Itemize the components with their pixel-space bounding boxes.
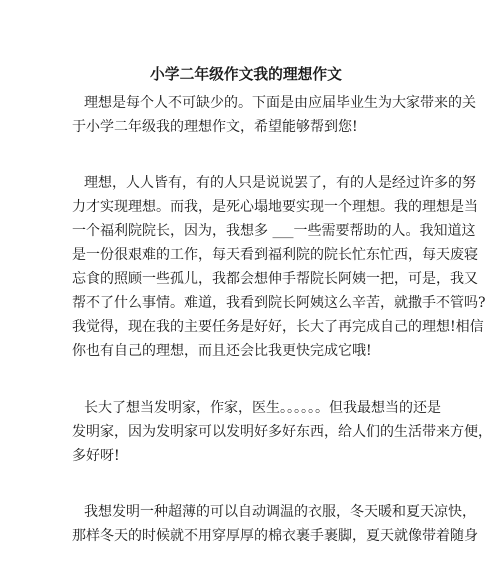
- paragraph-1-line-2: 于小学二年级我的理想作文，希望能够帮到您!: [72, 119, 358, 135]
- paragraph-1-line-1: 理想是每个人不可缺少的。下面是由应届毕业生为大家带来的关: [84, 95, 476, 111]
- paragraph-2-line-8: 你也有自己的理想，而且还会比我更快完成它哦!: [72, 343, 372, 359]
- paragraph-3-line-1: 长大了想当发明家，作家，医生。。。。。。但我最想当的还是: [84, 400, 441, 416]
- document-title: 小学二年级作文我的理想作文: [150, 65, 342, 83]
- paragraph-2-line-7: 我觉得，现在我的主要任务是好好，长大了再完成自己的理想!相信: [72, 319, 484, 335]
- paragraph-2-line-3: 一个福利院院长，因为，我想多 ___一些需要帮助的人。我知道这: [72, 223, 476, 239]
- paragraph-4-line-1: 我想发明一种超薄的可以自动调温的衣服，冬天暖和夏天凉快，: [84, 504, 476, 520]
- paragraph-3-line-2: 发明家，因为发明家可以发明好多好东西，给人们的生活带来方便，: [72, 424, 492, 440]
- paragraph-4-line-2: 那样冬天的时候就不用穿厚厚的棉衣裹手裹脚，夏天就像带着随身: [72, 528, 478, 544]
- paragraph-2-line-5: 忘食的照顾一些孤儿，我都会想伸手帮院长阿姨一把，可是，我又: [72, 271, 478, 287]
- paragraph-2-line-4: 是一份很艰难的工作，每天看到福利院的院长忙东忙西，每天废寝: [72, 247, 478, 263]
- paragraph-2-line-6: 帮不了什么事情。难道，我看到院长阿姨这么辛苦，就撒手不管吗?: [72, 295, 486, 311]
- paragraph-2-line-1: 理想，人人皆有，有的人只是说说罢了，有的人是经过许多的努: [84, 175, 476, 191]
- paragraph-2-line-2: 力才实现理想。而我，是死心塌地要实现一个理想。我的理想是当: [72, 199, 478, 215]
- paragraph-3-line-3: 多好呀!: [72, 448, 120, 464]
